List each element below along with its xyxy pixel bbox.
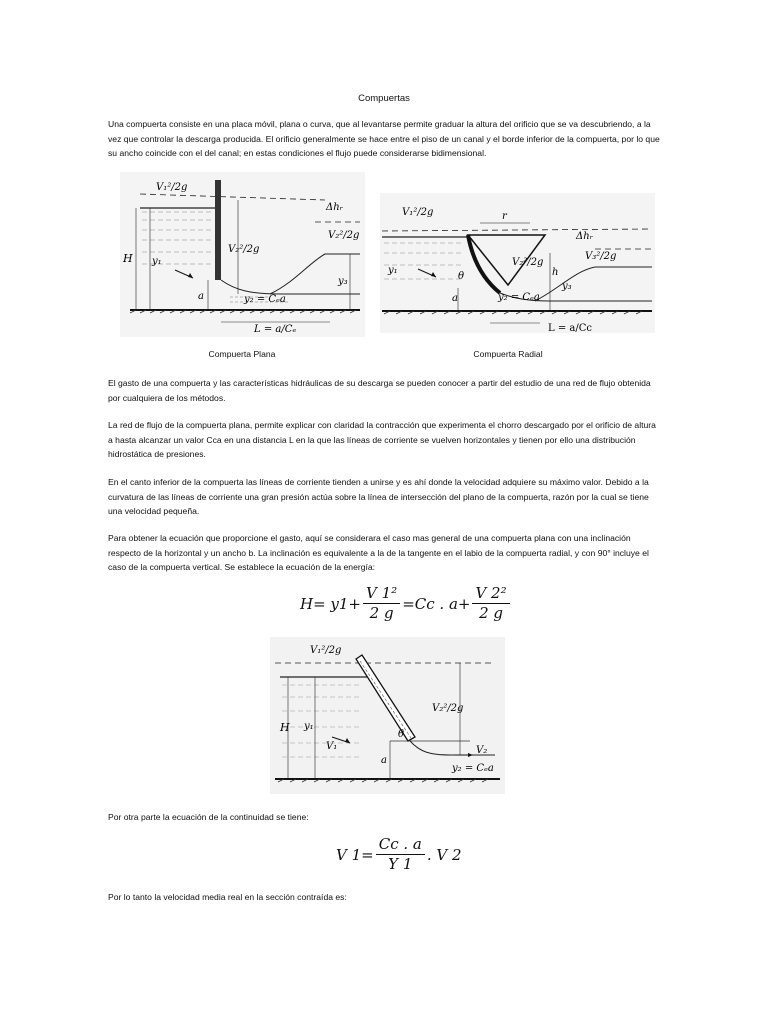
caption-compuerta-radial: Compuerta Radial [473,349,543,359]
label-v2: V₂²/2g [512,257,544,268]
paragraph-red-flujo: La red de flujo de la compuerta plana, permite explicar con claridad la contracción que experimenta el chorro descargado por el orificio de altura a hasta alcanzar un valor Cca en una distancia L en la que las líneas de corriente se vuelven horizontales y tienen por ello una distribución hidrostática de presiones. [108,420,656,459]
label-theta: θ [458,271,465,282]
eq1-f1-num: V 1² [363,585,400,604]
paragraph-velocidad: Por lo tanto la velocidad media real en la sección contraída es: [108,892,347,902]
document-title: Compuertas [358,93,410,104]
paragraph-continuidad: Por otra parte la ecuación de la continuidad se tiene: [108,812,309,822]
paragraph-intro: Una compuerta consiste en una placa móvil, plana o curva, que al levantarse permite graduar la altura del orificio que se va descubriendo, a la vez que controlar la descarga producida. El orificio generalmente se hace entre el piso de un canal y el borde inferior de la compuerta, por lo que su ancho coincide con el del canal; en estas condiciones el flujo puede considerarse bidimensional. [108,119,660,158]
eq1-f2-den: 2 g [479,604,503,622]
label-y3: y₃ [562,281,572,292]
label-a: a [381,755,387,766]
caption-compuerta-plana: Compuerta Plana [208,349,276,359]
eq2-num: Cc . a [376,836,425,855]
label-a: a [452,293,458,304]
eq1-lhs: H= y1+ [300,594,362,613]
eq2-fraction [376,836,425,873]
eq2-den: Y 1 [388,855,413,873]
label-y2: y₂ = Cₑa [452,763,494,774]
label-H: H [280,721,290,734]
label-v1: V₁²/2g [156,182,188,193]
eq1-f2-num: V 2² [472,585,509,604]
label-a: a [198,291,204,302]
eq2-rhs: . V 2 [426,845,462,864]
label-y2: y₂ = Cₑa [244,294,286,305]
paragraph-canto: En el canto inferior de la compuerta las líneas de corriente tienden a unirse y es ahí donde la velocidad adquiere su máximo valor. Debido a la curvatura de las líneas de corriente una gran presión actúa sobre la línea de intersección del plano de la compuerta, razón por la cual se tiene una velocidad pequeña. [108,477,649,516]
label-dh: Δhᵣ [326,202,344,213]
label-v1: V₁²/2g [402,207,434,218]
figure-compuerta-plana [120,172,365,337]
paragraph-ecuacion: Para obtener la ecuación que proporcione el gasto, aquí se considerara el caso mas general de una compuerta plana con una inclinación respecto de la horizontal y un ancho b. La inclinación es equivalente a la de la tangente en el labio de la compuerta radial, y con 90° incluye el caso de la compuerta vertical. Se establece la ecuación de la energía: [108,533,649,572]
paragraph-gasto: El gasto de una compuerta y las características hidráulicas de su descarga se pueden conocer a partir del estudio de una red de flujo obtenida por cualquiera de los métodos. [108,378,651,403]
eq1-fraction-1 [363,585,400,622]
continuity-equation [336,836,462,873]
label-L: L = a/Cₑ [254,324,297,335]
energy-equation [300,585,512,622]
eq1-f1-den: 2 g [369,604,394,622]
label-theta: θ [398,729,405,740]
label-v2: V₂²/2g [228,244,260,255]
label-v1: V₁²/2g [310,645,342,656]
label-H: H [123,252,133,265]
label-v3: V₃²/2g [585,251,617,262]
label-V1: V₁ [326,741,338,752]
label-y3: y₃ [338,276,348,287]
label-y1: y₁ [388,265,398,276]
label-v2: V₂²/2g [432,703,464,714]
label-h: h [552,267,559,278]
eq1-fraction-2 [472,585,509,622]
eq1-mid: =Cc . a+ [402,594,471,613]
label-v2b: V₂²/2g [328,230,360,241]
label-L: L = a/Cc [548,323,592,333]
eq2-lhs: V 1= [336,845,374,864]
figure-compuerta-inclinada [270,637,505,794]
label-y1: y₁ [304,721,314,732]
label-y1: y₁ [152,256,162,267]
label-y2: y₂ = Cₑa [498,292,540,303]
label-V2: V₂ [476,745,488,756]
figure-compuerta-radial [380,193,655,333]
label-r: r [502,211,507,222]
label-dh: Δhᵣ [576,231,594,242]
